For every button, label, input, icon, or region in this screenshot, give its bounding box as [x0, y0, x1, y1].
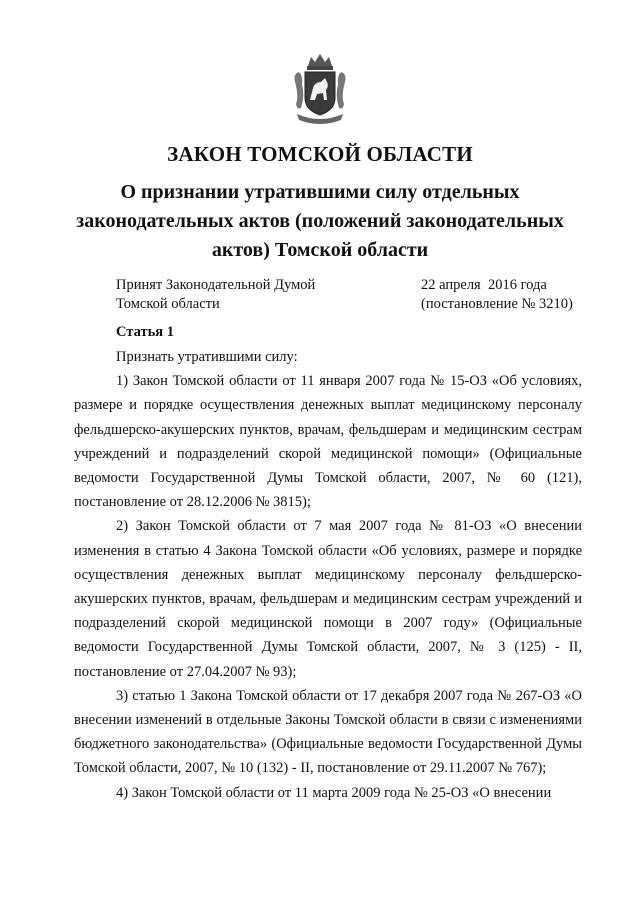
law-subtitle: О признании утратившими силу отдельных законодательных актов (положений законодательных актов) Томской области: [76, 181, 564, 261]
resolution-number: (постановление № 3210): [421, 296, 573, 312]
article-item: 1) Закон Томской области от 11 января 2007 года № 15-ОЗ «Об условиях, размере и порядке осуществления денежных выплат медицинскому персоналу фельдшерско-акушерских пунктов, врачам, фельдшерам и медицинским сестрам учреждений и подразделений скорой медицинской помощи» (Официальные ведомости Государственной Думы Томской области, 2007, № 60 (121), постановление от 28.12.2006 № 3815);: [74, 373, 582, 511]
adoption-date: 22 апреля 2016 года: [421, 277, 547, 293]
article-heading: Статья 1: [116, 324, 174, 340]
adoption-date-info: [421, 276, 573, 314]
adopted-by-line1: Принят Законодательной Думой: [116, 277, 316, 293]
article-intro: Признать утратившими силу:: [116, 349, 298, 365]
article-item: 4) Закон Томской области от 11 марта 2009 года № 25-ОЗ «О внесении: [116, 784, 552, 801]
law-title: ЗАКОН ТОМСКОЙ ОБЛАСТИ: [167, 142, 473, 166]
adoption-info: [116, 276, 315, 314]
article-item: 3) статью 1 Закона Томской области от 17 декабря 2007 года № 267-ОЗ «О внесении изменений в отдельные Законы Томской области в связи с изменениями бюджетного законодательства» (Официальные ведомости Государственной Думы Томской области, 2007, № 10 (132) - II, постановление от 29.11.2007 № 767);: [74, 687, 582, 777]
coat-of-arms-icon: [291, 52, 349, 126]
adopted-by-line2: Томской области: [116, 296, 220, 312]
article-body: [74, 345, 582, 805]
article-item: 2) Закон Томской области от 7 мая 2007 года № 81-ОЗ «О внесении изменения в статью 4 Закона Томской области «Об условиях, размере и порядке осуществления денежных выплат медицинскому персоналу фельдшерско-акушерских пунктов, врачам, фельдшерам и медицинским сестрам учреждений и подразделений скорой медицинской помощи в 2007 году» (Официальные ведомости Государственной Думы Томской области, 2007, № 3 (125) - II, постановление от 27.04.2007 № 93);: [74, 518, 582, 680]
